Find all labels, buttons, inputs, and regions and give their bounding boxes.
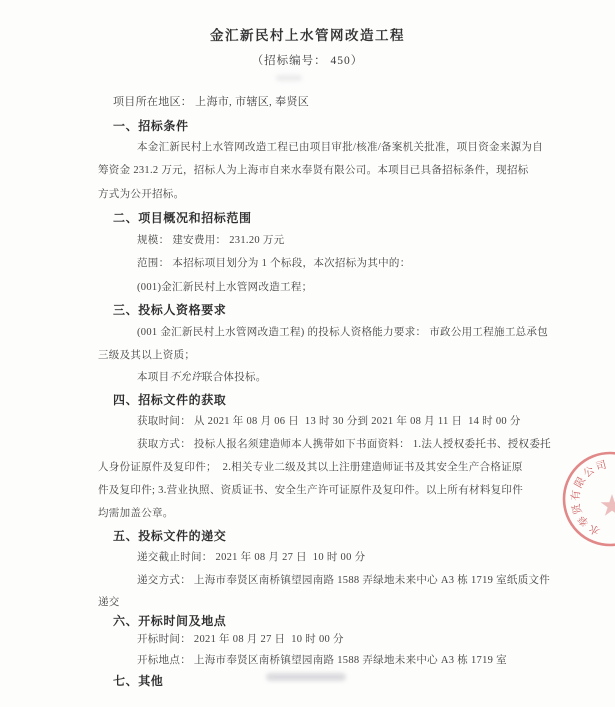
body-line-scope: 范围： 本招标项目划分为 1 个标段，本次招标为其中的：: [137, 258, 411, 269]
body-line: 递交: [98, 597, 120, 608]
section-heading-bidder-qualification: 三、投标人资格要求: [113, 303, 227, 317]
body-line-no-joint-venture: [137, 371, 267, 385]
seal-char: 奉: [576, 512, 592, 529]
seal-star-icon: [601, 494, 615, 516]
company-seal-stamp: [540, 429, 615, 574]
body-line-submission-method: 递交方式： 上海市奉贤区南桥镇望园南路 1588 弄绿地未来中心 A3 栋 1719 室纸质文件: [137, 575, 551, 586]
body-line-acquisition-method: 获取方式： 投标人报名须建造师本人携带如下书面资料： 1.法人授权委托书、授权委托: [137, 439, 551, 450]
body-line: 筹资金 231.2 万元，招标人为上海市自来水奉贤有限公司。本项目已具备招标条件，现招标: [98, 165, 529, 176]
body-line: 件及复印件; 3.营业执照、资质证书、安全生产许可证原件及复印件。以上所有材料复印件: [98, 485, 524, 496]
doc-title: 金汇新民村上水管网改造工程: [210, 28, 405, 43]
seal-char: 司: [594, 459, 608, 474]
scan-artifact: [276, 75, 302, 81]
no-jv-prefix: 本项目: [137, 372, 170, 383]
body-line: 本金汇新民村上水管网改造工程已由项目审批/核准/备案机关批准，项目资金来源为自: [137, 142, 544, 153]
section-heading-other: 七、其他: [113, 674, 164, 688]
no-jv-suffix: 联合体投标。: [201, 372, 267, 383]
body-line-acquisition-time: 获取时间： 从 2021 年 08 月 06 日 13 时 30 分到 2021 年 08 月 11 日 14 时 00 分: [137, 416, 521, 427]
seal-char: 有: [570, 489, 583, 502]
body-line-opening-place: 开标地点： 上海市奉贤区南桥镇望园南路 1588 弄绿地未来中心 A3 栋 1719 室: [137, 655, 507, 666]
body-line: 三级及其以上资质；: [98, 350, 196, 361]
body-line: 人身份证原件及复印件； 2.相关专业二级及其以上注册建造师证书及其安全生产合格证原: [98, 462, 523, 473]
body-line: (001 金汇新民村上水管网改造工程) 的投标人资格能力要求： 市政公用工程施工总承包: [137, 327, 549, 338]
body-line-submission-deadline: 递交截止时间： 2021 年 08 月 27 日 10 时 00 分: [137, 552, 366, 563]
section-heading-bid-submission: 五、投标文件的递交: [113, 529, 227, 543]
body-line-opening-time: 开标时间： 2021 年 08 月 27 日 10 时 00 分: [137, 634, 344, 645]
project-location: 项目所在地区： 上海市, 市辖区, 奉贤区: [113, 96, 310, 108]
body-line: 方式为公开招标。: [98, 189, 185, 200]
section-heading-bid-opening: 六、开标时间及地点: [113, 614, 227, 628]
scan-artifact: [266, 673, 346, 681]
doc-tender-number: （招标编号： 450）: [251, 55, 364, 67]
seal-char: 限: [573, 475, 589, 491]
no-jv-emphasis: 不允许: [169, 372, 202, 383]
seal-char: 水: [587, 521, 602, 537]
body-line: 均需加盖公章。: [98, 508, 174, 519]
section-heading-project-overview: 二、项目概况和招标范围: [113, 211, 252, 225]
body-line-scale: 规模： 建安费用： 231.20 万元: [137, 235, 285, 246]
body-line-lot: (001)金汇新民村上水管网改造工程；: [137, 282, 313, 293]
section-heading-tender-conditions: 一、招标条件: [113, 119, 189, 133]
section-heading-document-acquisition: 四、招标文件的获取: [113, 393, 227, 407]
seal-char: 贤: [571, 502, 585, 516]
seal-char: 公: [581, 465, 597, 481]
